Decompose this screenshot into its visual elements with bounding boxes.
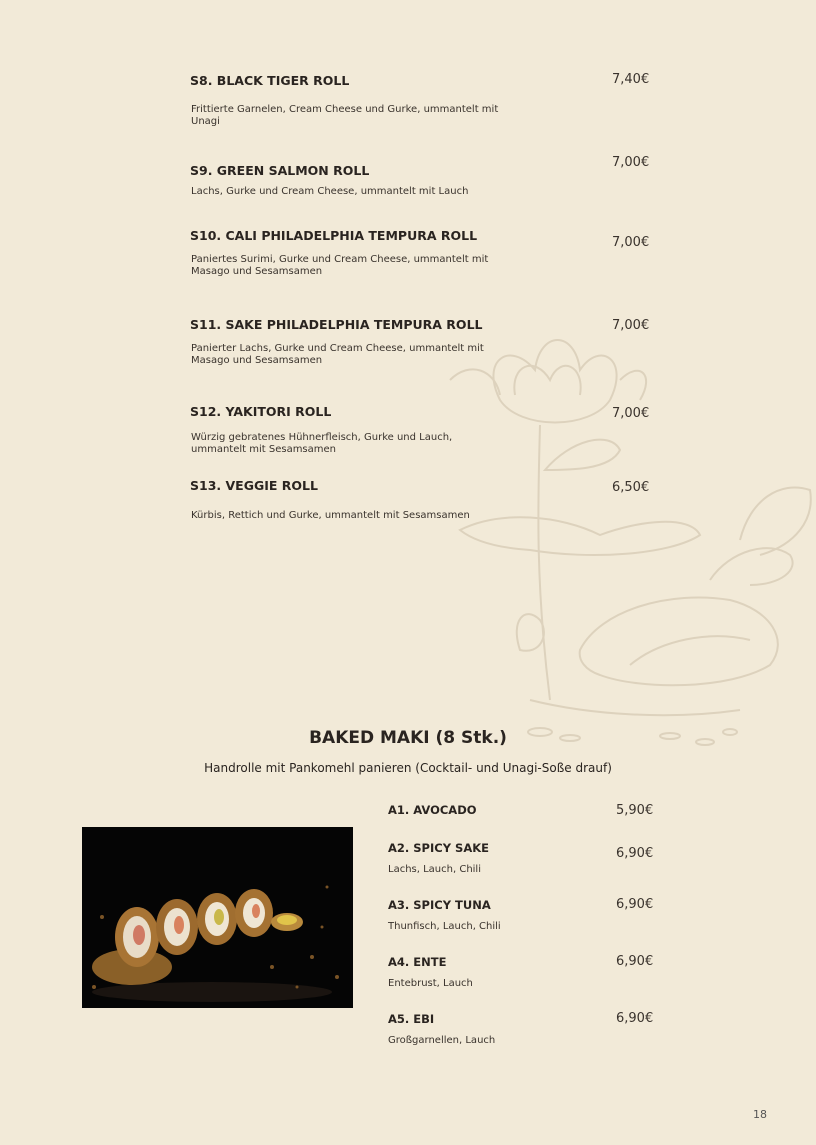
- roll-desc-s12: Würzig gebratenes Hühnerfleisch, Gurke und Lauch, ummantelt mit Sesamsamen: [191, 432, 453, 455]
- maki-desc-a2: Lachs, Lauch, Chili: [388, 864, 481, 875]
- lotus-watermark-icon: [440, 320, 816, 760]
- roll-price-s11: 7,00€: [612, 318, 650, 333]
- roll-price-s13: 6,50€: [612, 480, 650, 495]
- roll-price-s10: 7,00€: [612, 235, 650, 250]
- roll-price-s12: 7,00€: [612, 406, 650, 421]
- maki-name-a4: A4. ENTE: [388, 955, 447, 969]
- section-title-baked-maki: BAKED MAKI (8 Stk.): [309, 728, 507, 748]
- roll-price-s8: 7,40€: [612, 72, 650, 87]
- maki-name-a2: A2. SPICY SAKE: [388, 841, 489, 855]
- roll-price-s9: 7,00€: [612, 155, 650, 170]
- maki-name-a3: A3. SPICY TUNA: [388, 898, 491, 912]
- roll-name-s13: S13. VEGGIE ROLL: [190, 478, 318, 493]
- maki-price-a2: 6,90€: [616, 846, 654, 861]
- maki-price-a4: 6,90€: [616, 954, 654, 969]
- roll-name-s9: S9. GREEN SALMON ROLL: [190, 163, 370, 178]
- maki-name-a1: A1. AVOCADO: [388, 803, 477, 817]
- maki-price-a3: 6,90€: [616, 897, 654, 912]
- roll-name-s10: S10. CALI PHILADELPHIA TEMPURA ROLL: [190, 228, 478, 243]
- page-number: 18: [753, 1108, 767, 1121]
- roll-desc-s11: Panierter Lachs, Gurke und Cream Cheese, ummantelt mit Masago und Sesamsamen: [191, 343, 484, 366]
- maki-price-a1: 5,90€: [616, 803, 654, 818]
- maki-name-a5: A5. EBI: [388, 1012, 435, 1026]
- baked-maki-photo: [82, 827, 353, 1008]
- maki-desc-a4: Entebrust, Lauch: [388, 978, 473, 989]
- roll-desc-s9: Lachs, Gurke und Cream Cheese, ummantelt mit Lauch: [191, 186, 469, 197]
- roll-name-s12: S12. YAKITORI ROLL: [190, 404, 332, 419]
- roll-desc-s13: Kürbis, Rettich und Gurke, ummantelt mit Sesamsamen: [191, 510, 470, 521]
- sushi-rolls-image-icon: [82, 827, 353, 1008]
- maki-desc-a5: Großgarnellen, Lauch: [388, 1035, 496, 1046]
- roll-name-s8: S8. BLACK TIGER ROLL: [190, 73, 350, 88]
- maki-desc-a3: Thunfisch, Lauch, Chili: [388, 921, 501, 932]
- roll-name-s11: S11. SAKE PHILADELPHIA TEMPURA ROLL: [190, 317, 483, 332]
- roll-desc-s8: Frittierte Garnelen, Cream Cheese und Gurke, ummantelt mit Unagi: [191, 104, 499, 127]
- section-subtitle-baked-maki: Handrolle mit Pankomehl panieren (Cocktail- und Unagi-Soße drauf): [204, 761, 612, 775]
- maki-price-a5: 6,90€: [616, 1011, 654, 1026]
- roll-desc-s10: Paniertes Surimi, Gurke und Cream Cheese, ummantelt mit Masago und Sesamsamen: [191, 254, 489, 277]
